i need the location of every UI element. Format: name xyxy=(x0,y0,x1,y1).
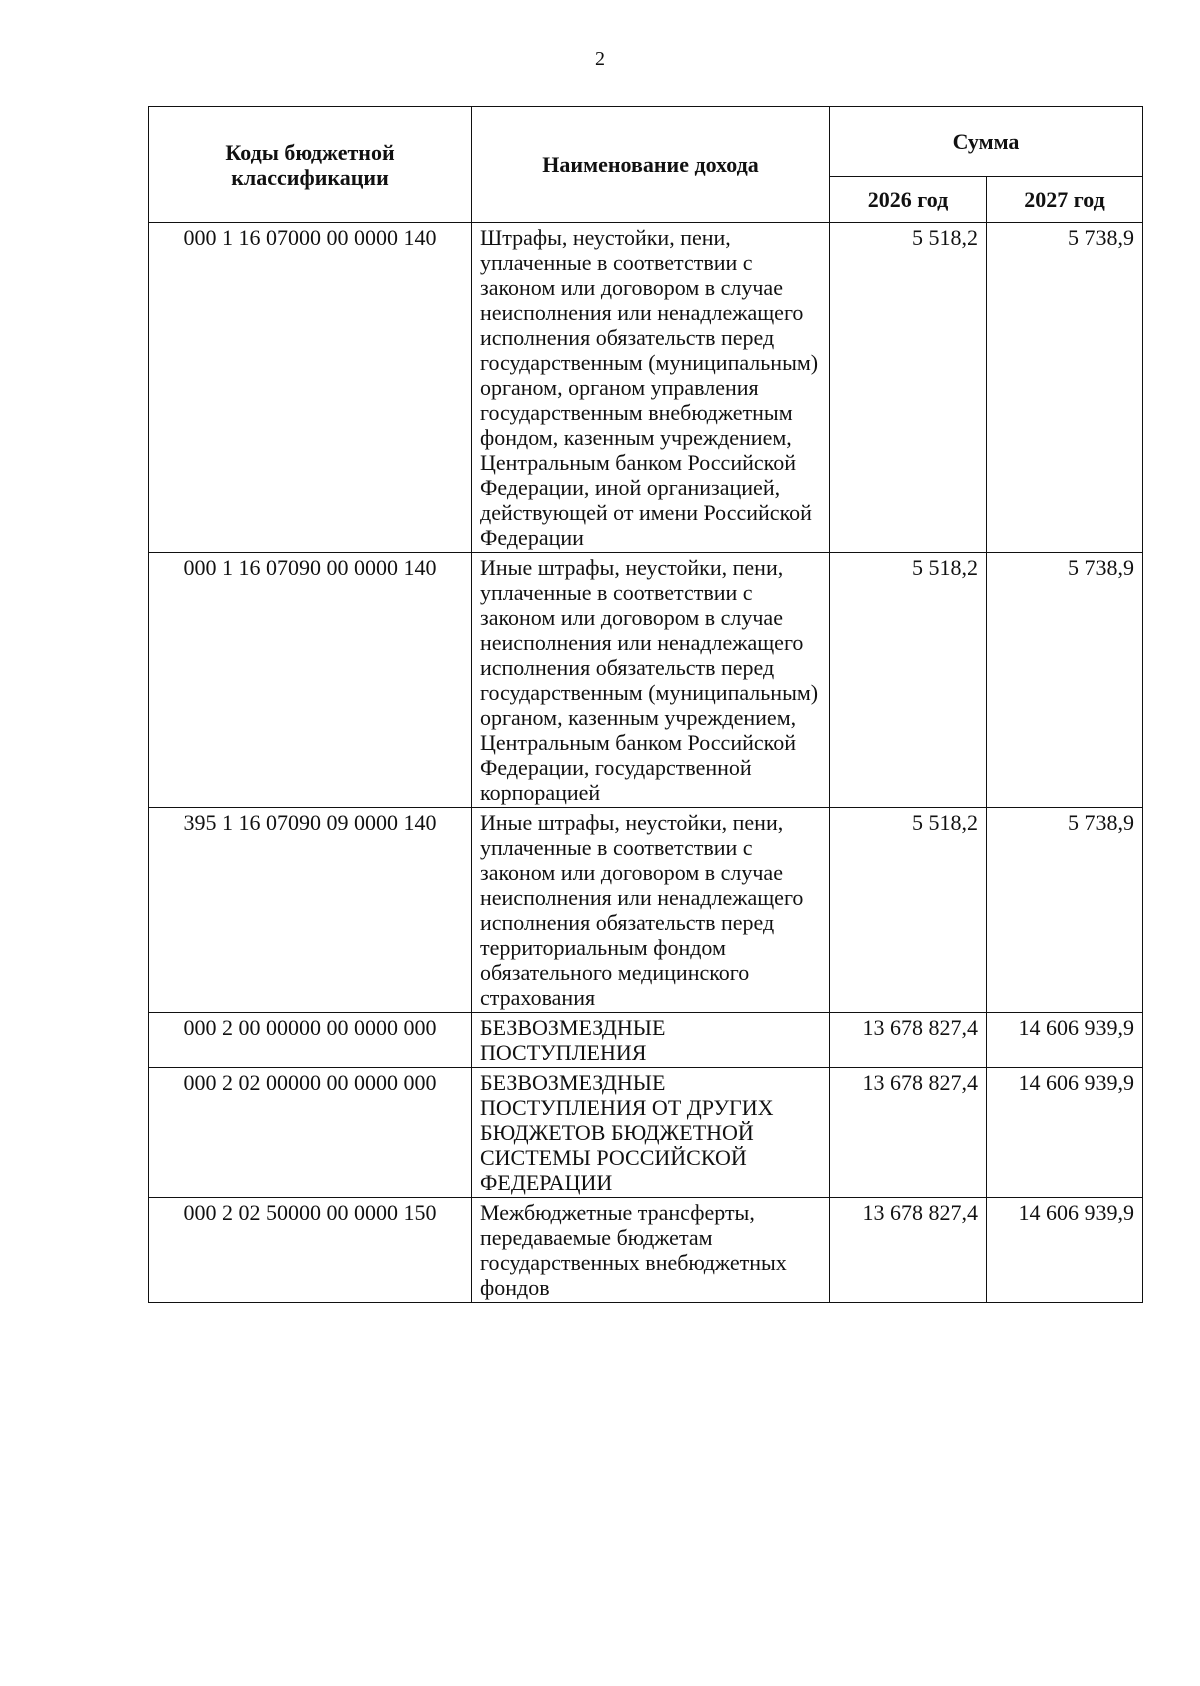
row-code: 000 2 02 50000 00 0000 150 xyxy=(149,1198,472,1303)
row-value-2026: 5 518,2 xyxy=(830,553,987,808)
row-value-2027: 14 606 939,9 xyxy=(987,1013,1143,1068)
row-name: Межбюджетные трансферты, передаваемые бюджетам государственных внебюджетных фондов xyxy=(472,1198,830,1303)
row-code: 000 2 02 00000 00 0000 000 xyxy=(149,1068,472,1198)
row-name: Иные штрафы, неустойки, пени, уплаченные в соответствии с законом или договором в случае неисполнения или ненадлежащего исполнения обязательств перед государственным (муниципальным) органом, казенным учреждением, Центральным банком Российской Федерации, государственной корпорацией xyxy=(472,553,830,808)
row-value-2027: 14 606 939,9 xyxy=(987,1198,1143,1303)
row-code: 000 1 16 07090 00 0000 140 xyxy=(149,553,472,808)
header-sum: Сумма xyxy=(830,107,1143,177)
table-row xyxy=(149,1198,1143,1303)
row-name: Иные штрафы, неустойки, пени, уплаченные в соответствии с законом или договором в случае неисполнения или ненадлежащего исполнения обязательств перед территориальным фондом обязательного медицинского страхования xyxy=(472,808,830,1013)
table-row xyxy=(149,1068,1143,1198)
header-year-2026: 2026 год xyxy=(830,177,987,223)
header-year-2027: 2027 год xyxy=(987,177,1143,223)
row-name: БЕЗВОЗМЕЗДНЫЕ ПОСТУПЛЕНИЯ xyxy=(472,1013,830,1068)
row-value-2026: 5 518,2 xyxy=(830,223,987,553)
row-value-2027: 5 738,9 xyxy=(987,223,1143,553)
row-name: БЕЗВОЗМЕЗДНЫЕ ПОСТУПЛЕНИЯ ОТ ДРУГИХ БЮДЖЕТОВ БЮДЖЕТНОЙ СИСТЕМЫ РОССИЙСКОЙ ФЕДЕРАЦИИ xyxy=(472,1068,830,1198)
table-row xyxy=(149,808,1143,1013)
row-code: 000 1 16 07000 00 0000 140 xyxy=(149,223,472,553)
row-value-2027: 5 738,9 xyxy=(987,808,1143,1013)
row-value-2026: 13 678 827,4 xyxy=(830,1198,987,1303)
table-row xyxy=(149,1013,1143,1068)
table-row xyxy=(149,223,1143,553)
header-name: Наименование дохода xyxy=(472,107,830,223)
row-code: 395 1 16 07090 09 0000 140 xyxy=(149,808,472,1013)
row-name: Штрафы, неустойки, пени, уплаченные в соответствии с законом или договором в случае неисполнения или ненадлежащего исполнения обязательств перед государственным (муниципальным) органом, органом управления государственным внебюджетным фондом, казенным учреждением, Центральным банком Российской Федерации, иной организацией, действующей от имени Российской Федерации xyxy=(472,223,830,553)
row-value-2026: 5 518,2 xyxy=(830,808,987,1013)
row-value-2027: 14 606 939,9 xyxy=(987,1068,1143,1198)
header-code: Коды бюджетной классификации xyxy=(149,107,472,223)
row-code: 000 2 00 00000 00 0000 000 xyxy=(149,1013,472,1068)
revenue-table xyxy=(148,106,1143,1303)
page-number: 2 xyxy=(595,48,605,70)
row-value-2027: 5 738,9 xyxy=(987,553,1143,808)
row-value-2026: 13 678 827,4 xyxy=(830,1068,987,1198)
table-row xyxy=(149,553,1143,808)
row-value-2026: 13 678 827,4 xyxy=(830,1013,987,1068)
